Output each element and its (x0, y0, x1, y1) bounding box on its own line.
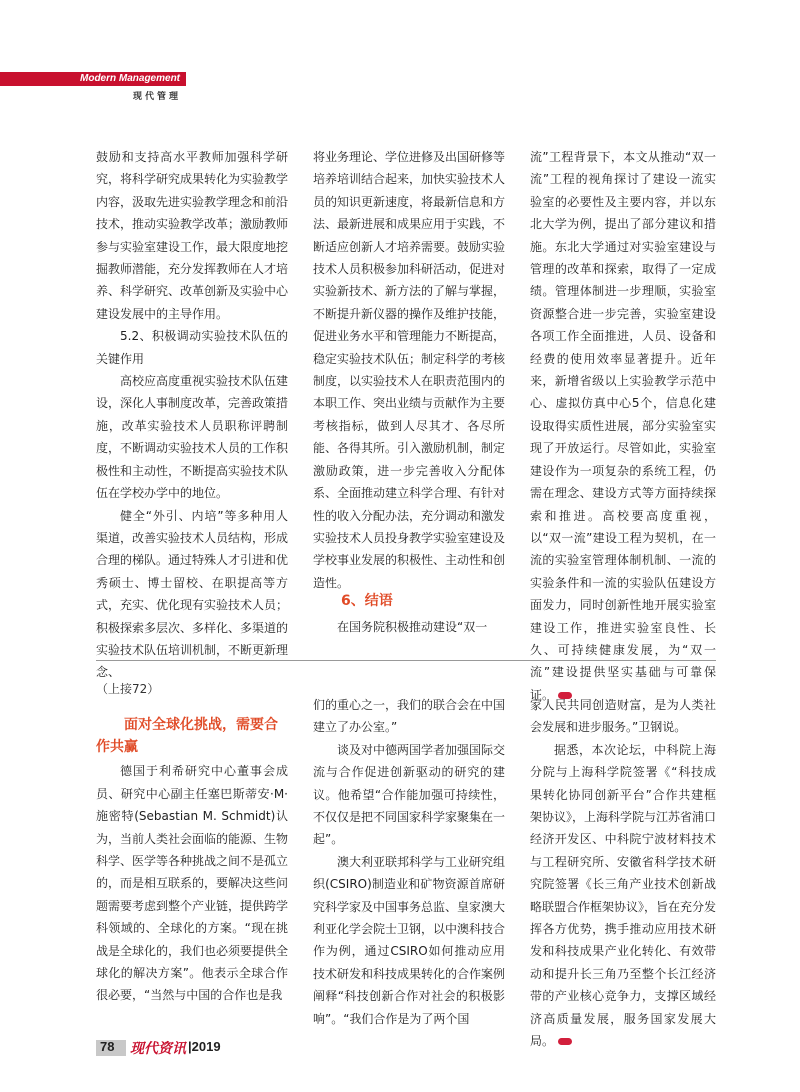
paragraph: 将业务理论、学位进修及出国研修等培养培训结合起来，加快实验技术人员的知识更新速度，将最新信息和方法、最新进展和成果应用于实践，不断适应创新人才培养需要。鼓励实验技术人员积极参加科研活动，促进对实验新技术、新方法的了解与掌握，不断提升新仪器的操作及维护技能，促进业务水平和管理能力不断提高，稳定实验技术队伍；制定科学的考核制度，以实验技术人在职责范围内的本职工作、突出业绩与贡献作为主要考核指标，做到人尽其才、各尽所能、各得其所。引入激励机制，制定激励政策，进一步完善收入分配体系、全面推动建立科学合理、有针对性的收入分配办法，充分调动和激发实验技术人员投身教学实验室建设及学校事业发展的积极性、主动性和创造性。 (313, 150, 506, 590)
paragraph (530, 739, 716, 1053)
top-column-2 (313, 146, 505, 594)
bottom-column-3 (530, 694, 716, 1053)
journal-name-cn: 现代管理 (133, 92, 182, 102)
article-end-icon (558, 1038, 572, 1045)
top-column-1 (96, 146, 288, 684)
paragraph: 健全“外引、内培”等多种用人渠道，改善实验技术人员结构，形成合理的梯队。通过特殊人才引进和优秀硕士、博士留校、在职提高等方式，充实、优化现有实验技术人员；积极探索多层次、多样化、多渠道的实验技术队伍培训机制，不断更新理念、 (96, 508, 289, 680)
paragraph: 德国于利希研究中心董事会成员、研究中心副主任塞巴斯蒂安·M·施密特(Sebastian M. Schmidt)认为，当前人类社会面临的能源、生物科学、医学等各种挑战之间不是孤立的，而是相互联系的，要解决这些问题需要考虑到整个产业链，提供跨学科领域的、全球化的方案。“现在挑战是全球化的，我们也必须要提供全球化的解决方案”。他表示全球合作很必要，“当然与中国的合作也是我 (96, 764, 289, 1003)
bottom-column-2 (313, 694, 505, 1030)
paragraph (530, 146, 716, 706)
journal-name-en: Modern Management (80, 73, 181, 84)
issue-year: |2019 (188, 1039, 221, 1054)
heading-line-2: 作共赢 (96, 739, 138, 756)
paragraph: 谈及对中德两国学者加强国际交流与合作促进创新驱动的研究的建议。他希望“合作能加强可持续性，不仅仅是把不同国家科学家聚集在一起”。 (313, 742, 506, 847)
paragraph: 澳大利亚联邦科学与工业研究组织(CSIRO)制造业和矿物资源首席研究科学家及中国事务总监、皇家澳大利亚化学会院士卫钢，以中澳科技合作为例，通过CSIRO如何推动应用技术研发和科技成果转化的合作案例阐释“科技创新合作对社会的积极影响”。“我们合作是为了两个国 (313, 854, 506, 1026)
magazine-logo: 现代资讯 (130, 1041, 186, 1057)
paragraph: 在国务院积极推动建设“双一 (337, 620, 488, 635)
top-column-3 (530, 146, 716, 706)
heading-line-1: 面对全球化挑战，需要合 (124, 717, 278, 734)
paragraph: 们的重心之一，我们的联合会在中国建立了办公室。” (313, 698, 506, 735)
conclusion-block (313, 590, 505, 639)
bottom-column-1 (96, 678, 288, 1007)
subheading: 5.2、积极调动实验技术队伍的关键作用 (96, 329, 288, 366)
paragraph: 高校应高度重视实验技术队伍建设，深化人事制度改革，完善政策措施，改革实验技术人员职称评聘制度，不断调动实验技术人员的工作积极性和主动性，不断提高实验技术队伍在学校办学中的地位。 (96, 374, 289, 501)
section-divider (96, 660, 716, 661)
paragraph: 家人民共同创造财富，是为人类社会发展和进步服务。”卫钢说。 (530, 698, 716, 735)
paragraph-text: 据悉，本次论坛，中科院上海分院与上海科学院签署《“科技成果转化协同创新平台”合作共建框架协议》，上海科学院与江苏省浦口经济开发区、中科院宁波材料技术与工程研究所、安徽省科学技术研究院签署《长三角产业技术创新战略联盟合作框架协议》，旨在充分发挥各方优势，携手推动应用技术研发和科技成果产业化转化、有效带动和提升长三角乃至整个长江经济带的产业核心竞争力，支撑区域经济高质量发展，服务国家发展大局。 (530, 742, 717, 1049)
page-number: 78 (100, 1039, 115, 1054)
section-title: 6、结语 (341, 593, 393, 609)
continued-label: （上接72） (96, 682, 160, 696)
paragraph-text: 流”工程背景下，本文从推动“双一流”工程的视角探讨了建设一流实验室的必要性及主要内容，并以东北大学为例，提出了部分建议和措施。东北大学通过对实验室建设与管理的改革和探索，取得了一定成绩。管理体制进一步理顺，实验室资源整合进一步完善，实验室建设各项工作全面推进，人员、设备和经费的使用效率显著提升。近年来，新增省级以上实验教学示范中心、虚拟仿真中心5个，信息化建设取得实质性进展，部分实验室实现了开放运行。尽管如此，实验室建设作为一项复杂的系统工程，仍需在理念、建设方式等方面持续探索和推进。高校要高度重视，以“双一流”建设工程为契机，在一流的实验室管理体制机制、一流的实验条件和一流的实验队伍建设方面发力，同时创新性地开展实验室建设工作，推进实验室良性、长久、可持续健康发展，为“双一流”建设提供坚实基础与可靠保证。 (530, 150, 716, 702)
article-heading (96, 714, 288, 758)
paragraph: 鼓励和支持高水平教师加强科学研究，将科学研究成果转化为实验教学内容，汲取先进实验教学理念和前沿技术，推动实验教学改革；激励教师参与实验室建设工作，最大限度地挖掘教师潜能，充分发挥教师在人才培养、科学研究、改革创新及实验中心建设发展中的主导作用。 (96, 150, 289, 321)
